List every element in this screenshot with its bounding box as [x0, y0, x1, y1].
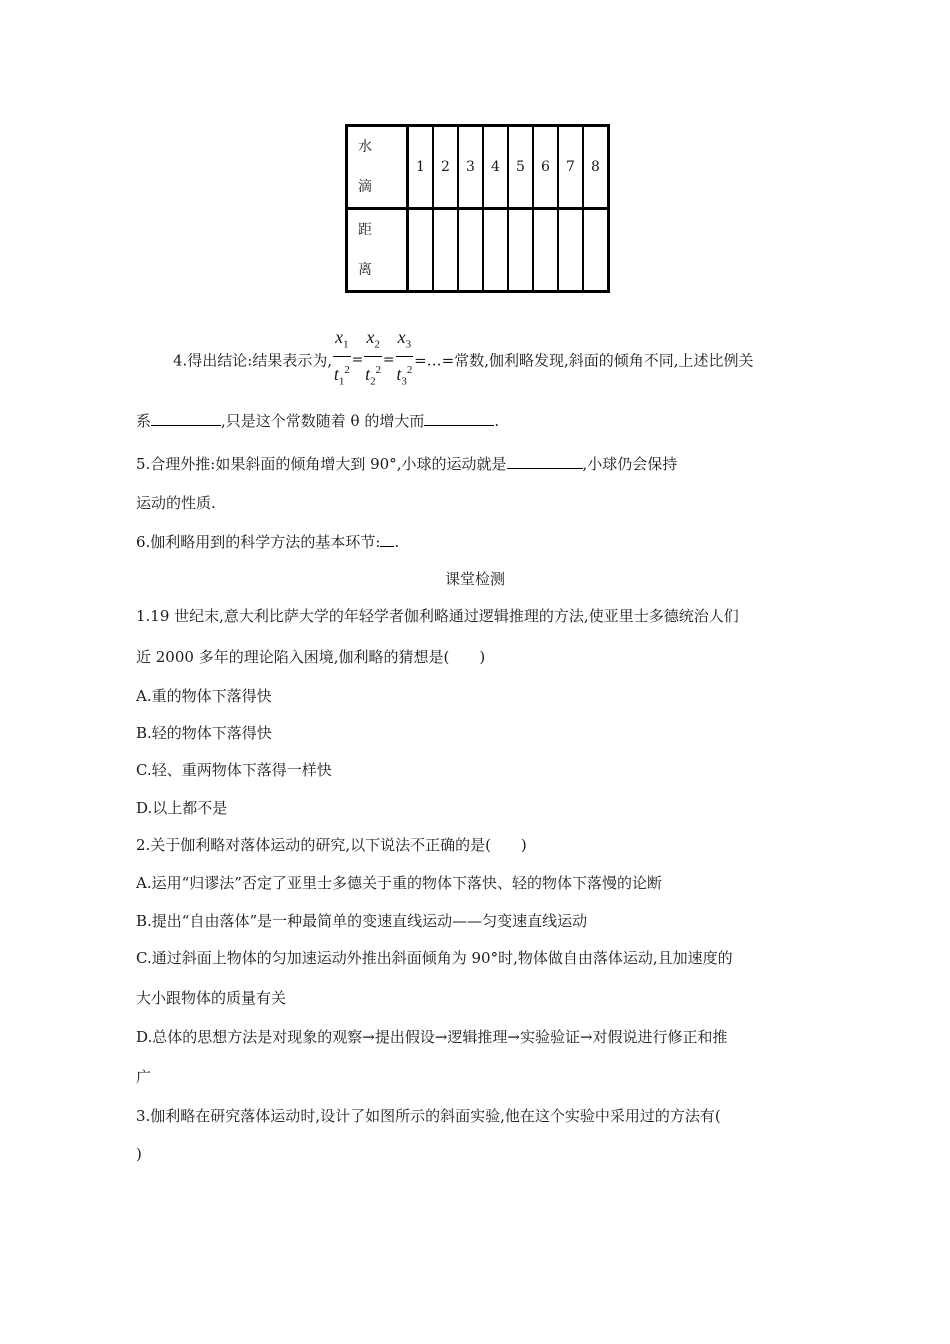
distance-blank-cell[interactable] [408, 209, 434, 292]
ratio-fraction-3 [396, 326, 414, 394]
answer-blank[interactable] [424, 411, 494, 426]
drop-number-cell: 3 [458, 126, 483, 209]
drop-number-cell: 8 [583, 126, 609, 209]
ratio-fraction-1 [333, 326, 351, 394]
row-header-char: 离 [358, 262, 372, 278]
q3-stem-line-1: 3.伽利略在研究落体运动时,设计了如图所示的斜面实验,他在这个实验中采用过的方法有( [136, 1107, 721, 1125]
text: . [394, 533, 400, 551]
row-header-water-drop [347, 126, 408, 209]
distance-blank-cell[interactable] [483, 209, 508, 292]
frac-sub: 2 [374, 338, 380, 351]
distance-blank-cell[interactable] [583, 209, 609, 292]
table-row [347, 209, 609, 292]
item-5-line-2: 运动的性质. [136, 494, 216, 512]
q3-stem-line-2: ) [136, 1145, 142, 1163]
q1-option-c[interactable]: C.轻、重两物体下落得一样快 [136, 761, 332, 779]
q1-option-d[interactable]: D.以上都不是 [136, 799, 228, 817]
distance-blank-cell[interactable] [458, 209, 483, 292]
frac-numerator: x [335, 327, 344, 347]
text: 5.合理外推:如果斜面的倾角增大到 90°,小球的运动就是 [136, 455, 507, 473]
frac-denominator: t [333, 363, 339, 384]
q2-option-b[interactable]: B.提出“自由落体”是一种最简单的变速直线运动——匀变速直线运动 [136, 912, 588, 930]
q1-stem-line-2: 近 2000 多年的理论陷入困境,伽利略的猜想是( ) [136, 648, 486, 666]
item-6-line [136, 531, 826, 552]
frac-numerator: x [366, 327, 375, 347]
drop-number-cell: 7 [558, 126, 583, 209]
row-header-char: 距 [358, 222, 372, 238]
row-header-distance [347, 209, 408, 292]
text: . [494, 412, 500, 430]
item-4-prefix: 4.得出结论:结果表示为, [173, 351, 333, 370]
drop-number-cell: 4 [483, 126, 508, 209]
frac-sub: 3 [401, 375, 407, 388]
frac-denominator: t [396, 363, 402, 384]
item-5-line-1 [136, 453, 826, 474]
equals-sign: = [351, 352, 364, 369]
q1-option-a[interactable]: A.重的物体下落得快 [136, 687, 272, 705]
row-header-char: 水 [358, 139, 372, 155]
section-title: 课堂检测 [444, 570, 505, 588]
answer-blank[interactable] [380, 532, 394, 547]
text: ,小球仍会保持 [582, 455, 678, 473]
frac-sub: 2 [370, 375, 376, 388]
drop-number-cell: 1 [408, 126, 434, 209]
frac-sub: 1 [338, 375, 345, 388]
q1-option-b[interactable]: B.轻的物体下落得快 [136, 724, 272, 742]
q2-option-c-line-1[interactable]: C.通过斜面上物体的匀加速运动外推出斜面倾角为 90°时,物体做自由落体运动,且加速度的 [136, 949, 733, 967]
q2-option-a[interactable]: A.运用“归谬法”否定了亚里士多德关于重的物体下落快、轻的物体下落慢的论断 [136, 874, 662, 892]
answer-blank[interactable] [507, 454, 583, 469]
ratio-fraction-2 [364, 326, 382, 394]
distance-blank-cell[interactable] [533, 209, 558, 292]
answer-blank[interactable] [151, 411, 221, 426]
text: 6.伽利略用到的科学方法的基本环节: [136, 533, 381, 551]
table-row [347, 126, 609, 209]
row-header-char: 滴 [358, 179, 372, 195]
item-4-suffix: =…=常数,伽利略发现,斜面的倾角不同,上述比例关 [414, 351, 754, 370]
frac-sub: 1 [343, 338, 349, 351]
text: ,只是这个常数随着 θ 的增大而 [221, 412, 425, 430]
distance-blank-cell[interactable] [558, 209, 583, 292]
item-4-continuation [136, 410, 826, 431]
frac-sub: 3 [405, 338, 412, 351]
frac-denominator: t [365, 363, 371, 384]
drop-number-cell: 5 [508, 126, 533, 209]
frac-numerator: x [397, 327, 406, 347]
q2-option-d-line-1[interactable]: D.总体的思想方法是对现象的观察→提出假设→逻辑推理→实验验证→对假说进行修正和推 [136, 1028, 728, 1046]
text: 系 [136, 412, 152, 430]
frac-sup: 2 [375, 363, 382, 376]
item-4-formula-line [173, 326, 754, 386]
distance-blank-cell[interactable] [433, 209, 458, 292]
frac-sup: 2 [344, 363, 350, 376]
water-drop-table [345, 124, 610, 293]
q1-stem-line-1: 1.19 世纪末,意大利比萨大学的年轻学者伽利略通过逻辑推理的方法,使亚里士多德统治人们 [136, 607, 739, 625]
equals-sign: = [382, 352, 395, 369]
q2-option-c-line-2: 大小跟物体的质量有关 [136, 989, 287, 1007]
drop-number-cell: 6 [533, 126, 558, 209]
frac-sup: 2 [406, 363, 413, 376]
q2-option-d-line-2: 广 [136, 1068, 152, 1086]
q2-stem: 2.关于伽利略对落体运动的研究,以下说法不正确的是( ) [136, 836, 527, 854]
drop-number-cell: 2 [433, 126, 458, 209]
distance-blank-cell[interactable] [508, 209, 533, 292]
